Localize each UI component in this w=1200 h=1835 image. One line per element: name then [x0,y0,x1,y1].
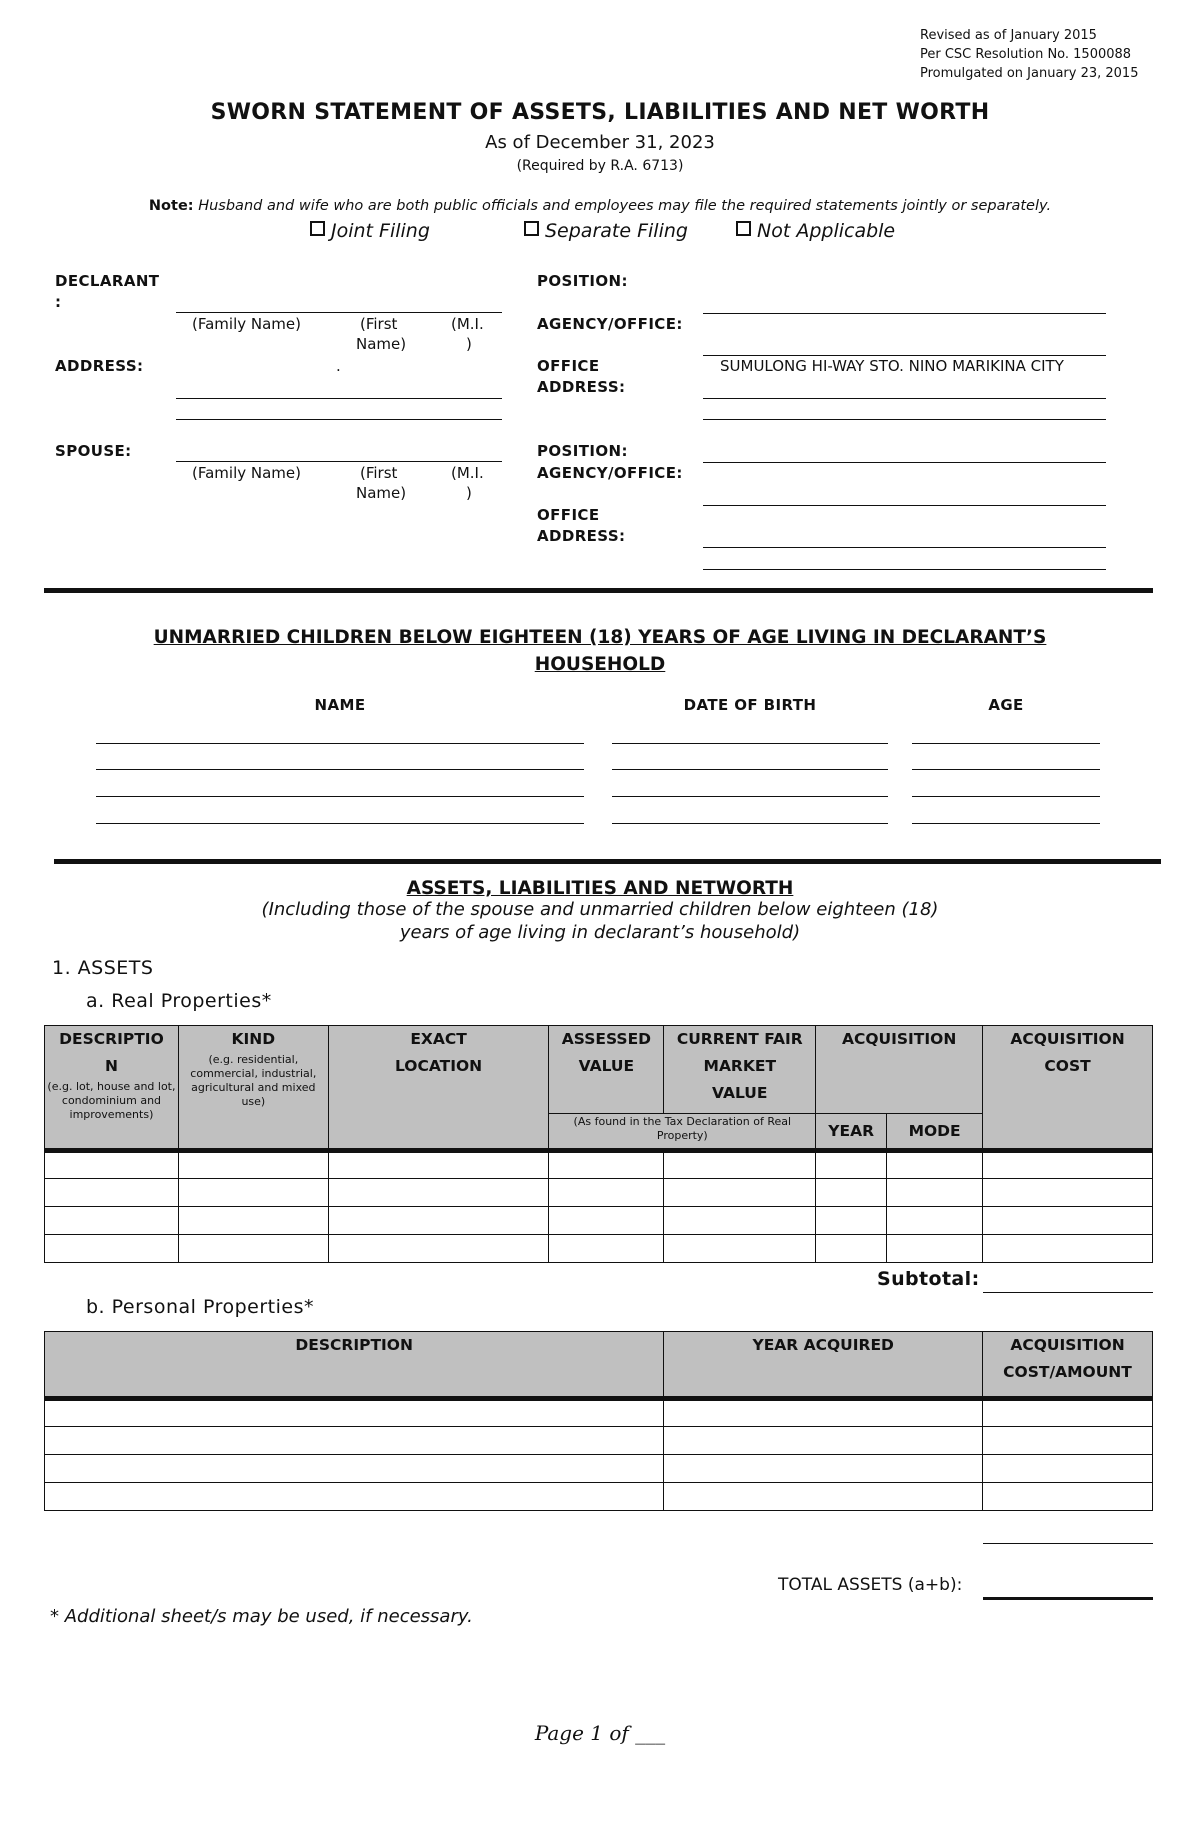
table-cell[interactable] [178,1207,328,1235]
table-cell[interactable] [45,1483,664,1511]
table-cell[interactable] [664,1483,983,1511]
child-name-line[interactable] [96,743,584,744]
spouse-office-address-line-1[interactable] [703,547,1106,548]
table-cell[interactable] [664,1207,816,1235]
col-personal-description: DESCRIPTION [45,1332,664,1399]
table-cell[interactable] [178,1179,328,1207]
col-assessed-line-1: ASSESSED [561,1030,652,1048]
table-cell[interactable] [664,1427,983,1455]
table-cell[interactable] [45,1455,664,1483]
real-properties-table [44,1025,1153,1263]
table-row [45,1455,1153,1483]
form-title: SWORN STATEMENT OF ASSETS, LIABILITIES AND NET WORTH [210,100,990,125]
table-cell[interactable] [549,1235,664,1263]
col-year: YEAR [816,1114,887,1151]
col-personal-cost-line-1: ACQUISITION [1010,1336,1125,1354]
table-cell[interactable] [983,1399,1153,1427]
table-row [45,1179,1153,1207]
note-label: Note: [148,198,194,214]
child-name-line[interactable] [96,796,584,797]
table-cell[interactable] [328,1207,549,1235]
col-description [45,1026,179,1151]
col-acquisition-cost [983,1026,1153,1151]
office-address-line-2[interactable] [703,419,1106,420]
not-applicable-checkbox[interactable] [736,220,895,242]
children-col-age: AGE [988,696,1024,714]
spouse-family-name-caption: (Family Name) [192,464,301,482]
table-row [45,1151,1153,1179]
col-cost-line-2: COST [1044,1057,1091,1075]
filing-note [0,198,1200,214]
table-cell[interactable] [887,1179,983,1207]
declarant-first-name-caption-1: (First [360,315,398,333]
col-current-fair-market-value [664,1026,816,1114]
position-line[interactable] [703,313,1106,314]
declarant-colon: : [55,293,62,311]
spouse-office-address-label-1: OFFICE [537,506,600,524]
child-age-line[interactable] [912,743,1100,744]
personal-properties-heading: b. Personal Properties* [86,1296,314,1318]
spouse-office-address-label-2: ADDRESS: [537,527,626,545]
table-cell[interactable] [983,1207,1153,1235]
note-text: Husband and wife who are both public officials and employees may file the required statements jointly or separately. [193,198,1052,214]
children-section-title [0,624,1200,678]
spouse-name-line[interactable] [176,461,502,462]
separate-filing-label: Separate Filing [545,220,688,242]
required-by: (Required by R.A. 6713) [516,158,684,174]
table-cell[interactable] [664,1399,983,1427]
col-cfmv-line-3: VALUE [712,1084,768,1102]
children-title-line-1: UNMARRIED CHILDREN BELOW EIGHTEEN (18) YEARS OF AGE LIVING IN DECLARANT’S [153,627,1047,648]
declarant-mi-caption-2: ) [466,335,472,353]
personal-properties-table [44,1331,1153,1511]
table-row [45,1235,1153,1263]
table-cell[interactable] [549,1151,664,1179]
table-cell[interactable] [816,1235,887,1263]
agency-label: AGENCY/OFFICE: [537,315,683,333]
col-description-line-2: N [104,1057,118,1075]
declarant-first-name-caption-2: Name) [356,335,407,353]
table-cell[interactable] [664,1151,816,1179]
checkbox-icon [524,221,539,236]
table-cell[interactable] [983,1179,1153,1207]
address-label: ADDRESS: [55,357,144,375]
agency-line[interactable] [703,355,1106,356]
table-cell[interactable] [983,1427,1153,1455]
col-exact-location [328,1026,549,1151]
table-cell[interactable] [983,1151,1153,1179]
table-cell[interactable] [664,1235,816,1263]
declarant-family-name-caption: (Family Name) [192,315,301,333]
address-line-1[interactable] [176,398,502,399]
not-applicable-label: Not Applicable [757,220,896,242]
table-cell[interactable] [816,1179,887,1207]
table-cell[interactable] [549,1207,664,1235]
children-title-line-2: HOUSEHOLD [534,654,666,675]
total-assets-label: TOTAL ASSETS (a+b): [778,1575,963,1595]
section-divider-1 [44,588,1153,593]
separate-filing-checkbox[interactable] [524,220,688,242]
col-assessed-line-2: VALUE [578,1057,635,1075]
office-address-line-1[interactable] [703,398,1106,399]
checkbox-icon [736,221,751,236]
child-name-line[interactable] [96,769,584,770]
declarant-mi-caption-1: (M.I. [451,315,484,333]
alnw-subtitle-1: (Including those of the spouse and unmarried children below eighteen (18) [261,899,939,920]
table-cell[interactable] [328,1179,549,1207]
spouse-agency-line[interactable] [703,505,1106,506]
table-cell[interactable] [887,1207,983,1235]
declarant-name-line[interactable] [176,312,502,313]
table-row [45,1483,1153,1511]
table-cell[interactable] [45,1427,664,1455]
spouse-label: SPOUSE: [55,442,132,460]
revision-info [920,26,1138,83]
office-address-label-2: ADDRESS: [537,378,626,396]
spouse-mi-caption-1: (M.I. [451,464,484,482]
table-cell[interactable] [816,1207,887,1235]
col-exact-line-2: LOCATION [394,1057,483,1075]
col-description-line-1: DESCRIPTIO [59,1030,164,1048]
table-cell[interactable] [178,1151,328,1179]
address-line-2[interactable] [176,419,502,420]
assets-heading: 1. ASSETS [52,957,154,979]
checkbox-icon [310,221,325,236]
children-col-dob: DATE OF BIRTH [683,696,817,714]
col-mode: MODE [887,1114,983,1151]
spouse-office-address-line-2[interactable] [703,569,1106,570]
col-acquisition: ACQUISITION [816,1026,983,1114]
table-cell[interactable] [328,1235,549,1263]
col-cfmv-line-2: MARKET [703,1057,777,1075]
address-value: . [336,357,341,375]
table-cell[interactable] [887,1235,983,1263]
col-cost-line-1: ACQUISITION [1010,1030,1125,1048]
child-age-line[interactable] [912,823,1100,824]
table-cell[interactable] [664,1455,983,1483]
subtotal-line[interactable] [983,1292,1153,1293]
table-cell[interactable] [816,1151,887,1179]
declarant-label: DECLARANT [55,272,160,290]
position-label: POSITION: [537,272,628,290]
spouse-agency-label: AGENCY/OFFICE: [537,464,683,482]
spouse-first-name-caption-1: (First [360,464,398,482]
col-personal-cost [983,1332,1153,1399]
table-cell[interactable] [983,1483,1153,1511]
col-kind-note: (e.g. residential, commercial, industrial, agricultural and mixed use) [190,1053,317,1108]
col-personal-cost-line-2: COST/AMOUNT [1003,1363,1132,1381]
table-cell[interactable] [664,1179,816,1207]
joint-filing-label: Joint Filing [331,220,430,242]
table-cell[interactable] [178,1235,328,1263]
alnw-title: ASSETS, LIABILITIES AND NETWORTH [406,878,794,899]
table-cell[interactable] [45,1179,179,1207]
spouse-position-line[interactable] [703,462,1106,463]
page-number: Page 1 of ___ [534,1721,666,1745]
col-kind-label: KIND [231,1030,276,1048]
children-col-name: NAME [314,696,366,714]
joint-filing-checkbox[interactable] [310,220,430,242]
child-dob-line[interactable] [612,743,888,744]
table-cell[interactable] [45,1207,179,1235]
alnw-subtitle-2: years of age living in declarant’s household) [399,922,801,943]
spouse-first-name-caption-2: Name) [356,484,407,502]
footnote: * Additional sheet/s may be used, if necessary. [50,1606,473,1627]
col-cfmv-line-1: CURRENT FAIR [676,1030,803,1048]
subtotal-label: Subtotal: [877,1268,980,1290]
spouse-mi-caption-2: ) [466,484,472,502]
total-assets-line[interactable] [983,1597,1153,1600]
office-address-label-1: OFFICE [537,357,600,375]
spouse-position-label: POSITION: [537,442,628,460]
section-divider-2 [54,859,1161,864]
tax-note-text: (As found in the Tax Declaration of Real Property) [573,1115,792,1142]
table-row [45,1427,1153,1455]
child-age-line[interactable] [912,796,1100,797]
office-address-value: SUMULONG HI-WAY STO. NINO MARIKINA CITY [720,357,1064,375]
revision-line-1: Revised as of January 2015 [920,28,1097,43]
table-cell[interactable] [549,1179,664,1207]
real-properties-heading: a. Real Properties* [86,990,272,1012]
revision-line-3: Promulgated on January 23, 2015 [920,66,1139,81]
tax-declaration-note [549,1114,816,1151]
col-kind [178,1026,328,1151]
col-assessed-value [549,1026,664,1114]
personal-subtotal-line[interactable] [983,1543,1153,1544]
table-cell[interactable] [328,1151,549,1179]
table-cell[interactable] [45,1235,179,1263]
revision-line-2: Per CSC Resolution No. 1500088 [920,47,1132,62]
table-cell[interactable] [45,1151,179,1179]
child-age-line[interactable] [912,769,1100,770]
table-cell[interactable] [983,1455,1153,1483]
col-year-acquired: YEAR ACQUIRED [664,1332,983,1399]
child-dob-line[interactable] [612,823,888,824]
table-row [45,1399,1153,1427]
child-dob-line[interactable] [612,769,888,770]
table-cell[interactable] [45,1399,664,1427]
child-name-line[interactable] [96,823,584,824]
table-cell[interactable] [887,1151,983,1179]
col-exact-line-1: EXACT [410,1030,467,1048]
table-cell[interactable] [983,1235,1153,1263]
child-dob-line[interactable] [612,796,888,797]
as-of-date: As of December 31, 2023 [485,132,715,153]
col-description-note: (e.g. lot, house and lot, condominium and improvements) [47,1080,176,1121]
table-row [45,1207,1153,1235]
